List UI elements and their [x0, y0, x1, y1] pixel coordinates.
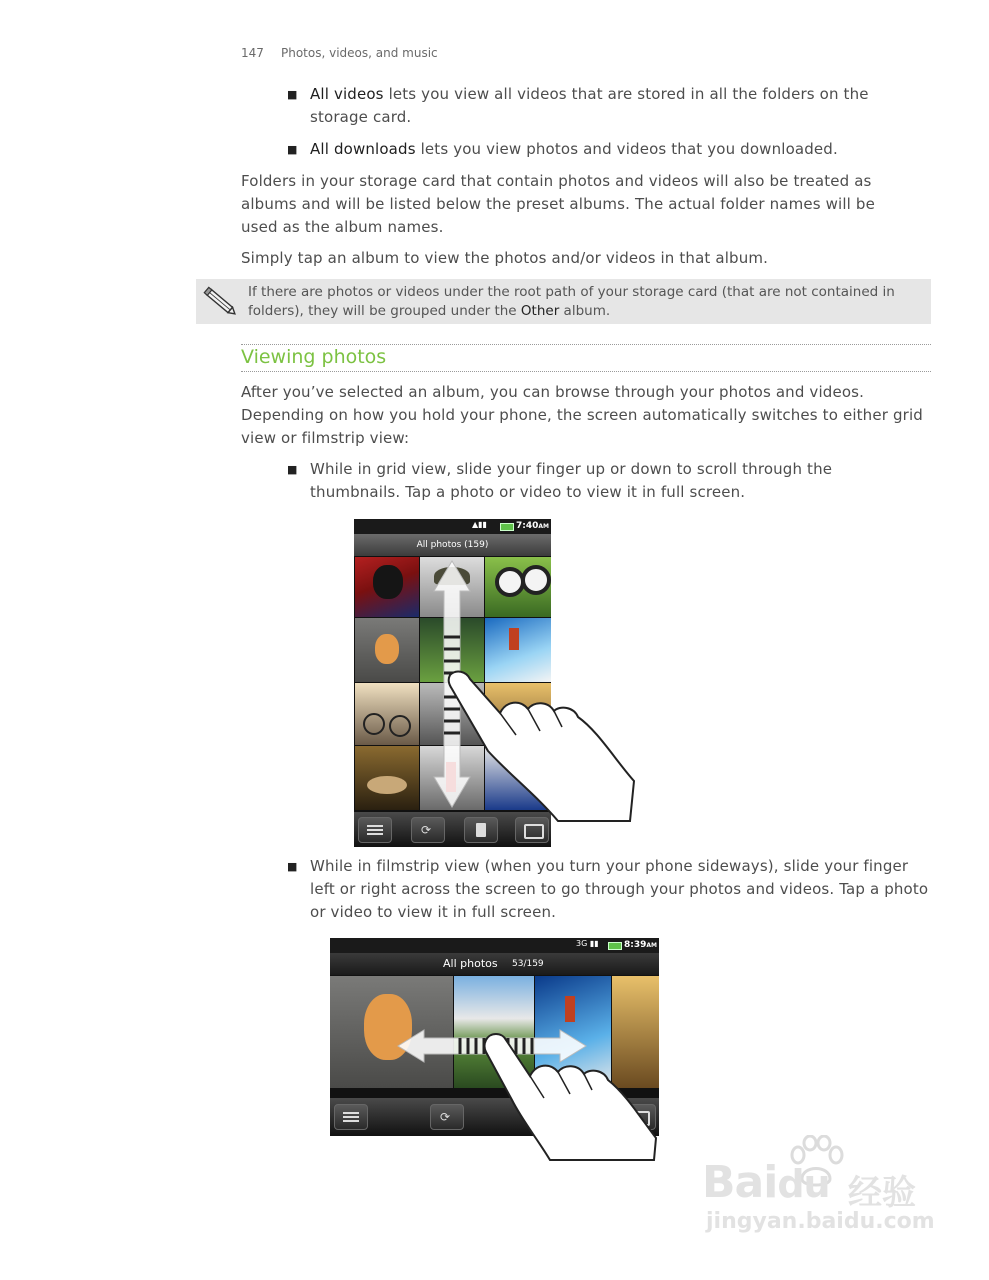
finger-swipe-hand-icon: [478, 1030, 660, 1162]
pencil-note-icon: [201, 284, 239, 320]
status-time: 7:40AM: [516, 521, 550, 531]
thumbnail-pandas[interactable]: [485, 557, 551, 617]
signal-icon: 3G ▮▮: [576, 939, 599, 948]
bullet-marker: ■: [287, 88, 298, 101]
page-number: 147: [241, 46, 264, 60]
menu-button[interactable]: [358, 817, 392, 843]
paragraph-browse: After you’ve selected an album, you can browse through your photos and videos. Depending on how you hold your phone, the screen automatically switches to either grid view or filmstrip view:: [241, 383, 923, 447]
trash-icon: [476, 823, 486, 837]
section-title: Viewing photos: [241, 346, 387, 368]
bullet-marker: ■: [287, 860, 298, 873]
watermark: [700, 1135, 950, 1255]
thumbnail-cyclists[interactable]: [355, 683, 419, 745]
term-all-downloads: All downloads: [310, 140, 416, 158]
finger-swipe-hand-icon: [440, 665, 640, 825]
watermark-brand: Baidu: [702, 1157, 830, 1208]
term-all-videos: All videos: [310, 85, 384, 103]
status-bar: [330, 938, 659, 953]
section-divider-bottom: [241, 371, 931, 372]
thumbnail-dog[interactable]: [355, 557, 419, 617]
share-icon: ⟳: [440, 1110, 451, 1124]
list-item-all-videos: All videos lets you view all videos that are stored in all the folders on the storage card.: [310, 85, 869, 126]
thumbnail-dog-lying[interactable]: [355, 746, 419, 810]
photo-count: 53/159: [512, 959, 544, 969]
running-header: [241, 46, 438, 60]
menu-icon: [367, 825, 383, 827]
note-text: If there are photos or videos under the root path of your storage card (that are not contained in folders), they will be grouped under the Other album.: [248, 284, 895, 319]
menu-button[interactable]: [334, 1104, 368, 1130]
status-time: 8:39AM: [624, 940, 658, 950]
bullet-marker: ■: [287, 143, 298, 156]
list-item-filmstrip-view: While in filmstrip view (when you turn your phone sideways), slide your finger left or right across the screen to go through your photos and videos. Tap a photo or video to view it in full screen.: [310, 857, 929, 921]
watermark-url: jingyan.baidu.com: [706, 1209, 935, 1234]
watermark-cn: 经验: [848, 1173, 916, 1213]
list-item-all-downloads: All downloads lets you view photos and videos that you downloaded.: [310, 140, 838, 158]
list-item-grid-view: While in grid view, slide your finger up or down to scroll through the thumbnails. Tap a photo or video to view it in full screen.: [310, 460, 833, 501]
status-bar: [354, 519, 551, 534]
signal-icon: ▲▮▮: [472, 520, 487, 529]
album-title-bar: [330, 953, 659, 975]
paragraph-folders: Folders in your storage card that contain photos and videos will also be treated as albums and will be listed below the preset albums. The actual folder names will be used as the album names.: [241, 172, 875, 236]
battery-icon: [608, 942, 622, 950]
section-divider-top: [241, 344, 931, 345]
battery-icon: [500, 523, 514, 531]
camera-icon: [524, 824, 544, 839]
album-title: All photos: [443, 957, 498, 970]
thumbnail-kitten[interactable]: [355, 618, 419, 682]
term-other: Other: [520, 303, 560, 319]
chapter-title: Photos, videos, and music: [281, 46, 438, 60]
bullet-marker: ■: [287, 463, 298, 476]
album-title-bar: All photos (159): [354, 534, 551, 556]
paragraph-tap-album: Simply tap an album to view the photos and/or videos in that album.: [241, 249, 769, 267]
menu-icon: [343, 1112, 359, 1114]
share-icon: ⟳: [421, 823, 432, 837]
share-button[interactable]: [430, 1104, 464, 1130]
